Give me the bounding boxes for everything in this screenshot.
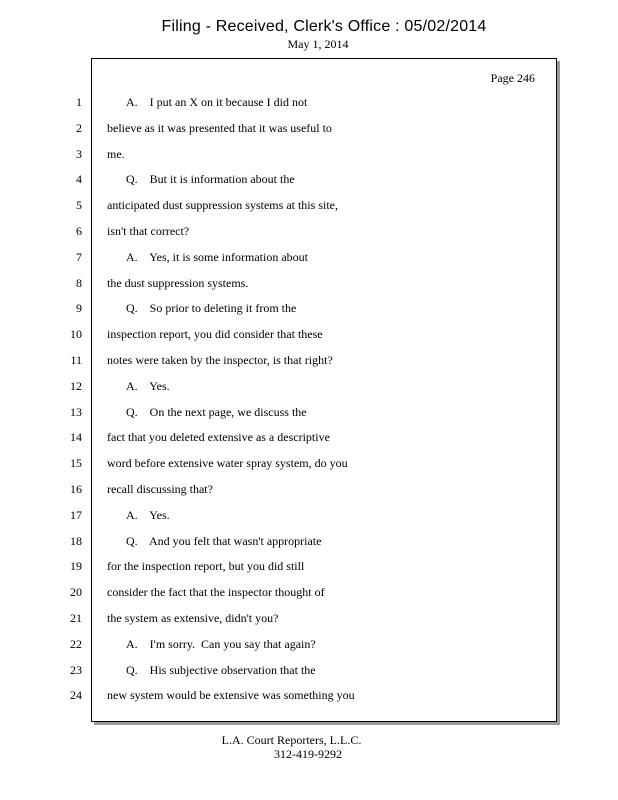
line-number: 9 [76, 301, 82, 316]
line-number: 6 [76, 223, 82, 238]
line-number: 18 [70, 533, 82, 548]
page-number: Page 246 [490, 71, 535, 85]
transcript-line: new system would be extensive was something you [107, 688, 355, 703]
filing-stamp: Filing - Received, Clerk's Office : 05/02/2014 [161, 18, 487, 35]
line-number: 3 [76, 146, 82, 161]
transcript-line: Q. But it is information about the [126, 172, 295, 187]
line-number: 8 [76, 275, 82, 290]
transcript-line: A. I put an X on it because I did not [126, 95, 308, 109]
transcript-line: isn't that correct? [107, 223, 190, 238]
line-number: 10 [70, 327, 82, 342]
transcript-line: anticipated dust suppression systems at this site, [107, 198, 338, 213]
line-number: 17 [70, 507, 82, 522]
transcript-date: May 1, 2014 [287, 37, 349, 51]
transcript-line: A. Yes. [126, 507, 170, 522]
transcript-line: A. Yes, it is some information about [126, 249, 308, 264]
document-footer [0, 733, 618, 761]
court-reporter-phone: 312-419-9292 [274, 747, 342, 761]
line-number: 11 [70, 352, 82, 367]
line-number: 22 [70, 636, 82, 651]
document-header [0, 17, 618, 51]
line-number: 16 [70, 481, 82, 496]
line-number: 1 [76, 95, 82, 109]
line-number: 20 [70, 585, 82, 600]
transcript-line: word before extensive water spray system, do you [107, 456, 348, 471]
transcript-line: fact that you deleted extensive as a descriptive [107, 430, 330, 445]
transcript-line: A. Yes. [126, 378, 170, 393]
transcript-line: recall discussing that? [107, 481, 213, 496]
line-number: 14 [70, 430, 82, 445]
transcript-line: consider the fact that the inspector thought of [107, 585, 325, 600]
transcript-line: the system as extensive, didn't you? [107, 610, 279, 625]
line-number: 5 [76, 198, 82, 213]
transcript-line: believe as it was presented that it was useful to [107, 120, 332, 135]
line-number: 4 [76, 172, 82, 187]
transcript-line: Q. And you felt that wasn't appropriate [126, 533, 322, 548]
transcript-line: A. I'm sorry. Can you say that again? [126, 636, 316, 651]
transcript-line: notes were taken by the inspector, is that right? [107, 352, 333, 367]
transcript-line: for the inspection report, but you did still [107, 559, 305, 574]
line-number: 12 [70, 378, 82, 393]
transcript-line: Q. So prior to deleting it from the [126, 301, 297, 316]
line-number: 23 [70, 662, 82, 677]
line-number-column [0, 90, 82, 709]
transcript-line: Q. His subjective observation that the [126, 662, 316, 677]
line-number: 15 [70, 456, 82, 471]
line-number: 21 [70, 610, 82, 625]
line-number: 19 [70, 559, 82, 574]
court-reporter-name: L.A. Court Reporters, L.L.C. [221, 733, 362, 747]
transcript-line: Q. On the next page, we discuss the [126, 404, 307, 419]
line-number: 7 [76, 249, 82, 264]
line-number: 2 [76, 120, 82, 135]
transcript-line: inspection report, you did consider that these [107, 327, 323, 342]
line-number: 13 [70, 404, 82, 419]
transcript-text [107, 90, 547, 709]
line-number: 24 [70, 688, 82, 703]
transcript-line: the dust suppression systems. [107, 275, 249, 290]
transcript-line: me. [107, 146, 125, 161]
